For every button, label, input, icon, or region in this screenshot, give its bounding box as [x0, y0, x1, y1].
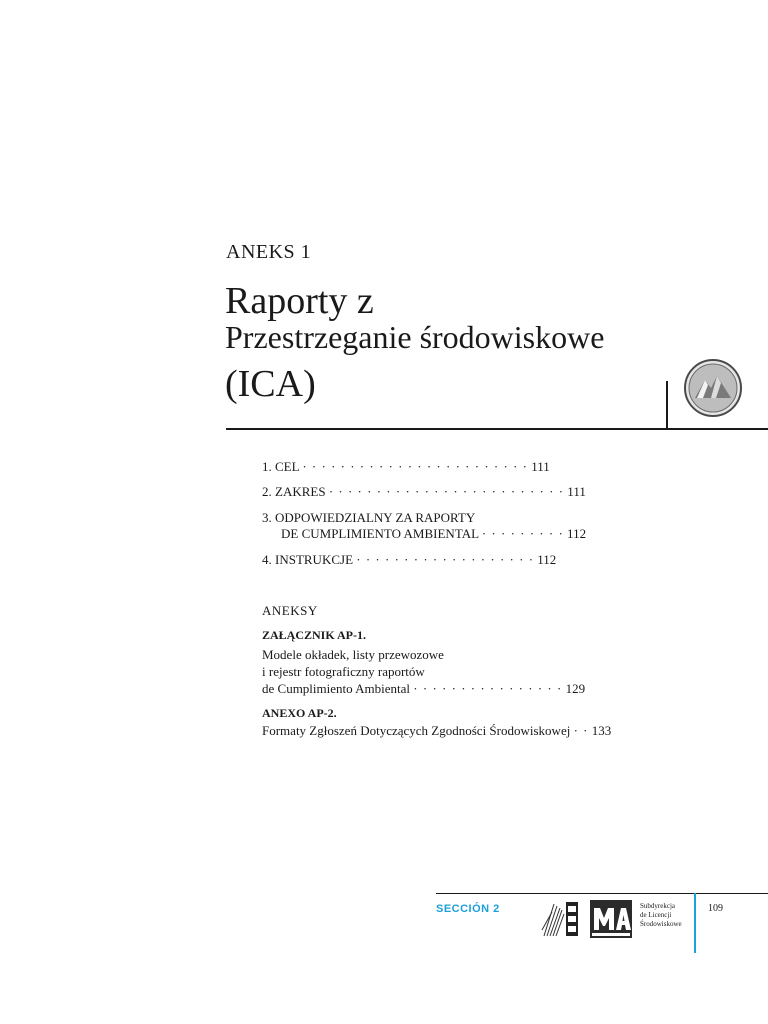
- footer-rule: [436, 893, 768, 894]
- ma-ministry-logo-icon: [590, 898, 632, 940]
- appendix-ap1-title: ZAŁĄCZNIK AP-1.: [262, 628, 367, 642]
- footer-accent-rule: [694, 893, 696, 953]
- annex-label: ANEKS 1: [226, 241, 312, 263]
- annexes-heading: ANEKSY: [262, 603, 318, 618]
- toc-item-1[interactable]: 1. CEL · · · · · · · · · · · · · · · · · · · · · · · · 111: [262, 459, 550, 474]
- appendix-ap2-title: ANEXO AP-2.: [262, 706, 337, 720]
- title-line-2: Przestrzeganie środowiskowe: [225, 319, 605, 355]
- cab-logo-icon: [540, 898, 580, 940]
- horizontal-rule: [226, 428, 768, 430]
- toc-item-4[interactable]: 4. INSTRUKCJE · · · · · · · · · · · · · · · · · · · 112: [262, 552, 557, 567]
- toc-item-3[interactable]: 3. ODPOWIEDZIALNY ZA RAPORTY DE CUMPLIMIENTO AMBIENTAL · · · · · · · · · 112: [262, 510, 587, 541]
- appendix-ap1-entry[interactable]: Modele okładek, listy przewozowe i rejestr fotograficzny raportów de Cumplimiento Ambiental · · · · · · · · · · · · · · · · 129: [262, 647, 586, 696]
- appendix-ap2-entry[interactable]: Formaty Zgłoszeń Dotyczących Zgodności Środowiskowej · · 133: [262, 723, 612, 738]
- title-line-3: (ICA): [225, 363, 316, 405]
- vertical-rule: [666, 381, 668, 429]
- subdirection-label: Subdyrekcja de Licencji Środowiskowe: [640, 902, 682, 928]
- title-line-1: Raporty z: [225, 280, 374, 322]
- section-label: SECCIÓN 2: [436, 903, 500, 915]
- mountain-seal-icon: [683, 358, 743, 418]
- toc-item-2[interactable]: 2. ZAKRES · · · · · · · · · · · · · · · · · · · · · · · · · 111: [262, 484, 586, 499]
- page-number: 109: [708, 903, 723, 914]
